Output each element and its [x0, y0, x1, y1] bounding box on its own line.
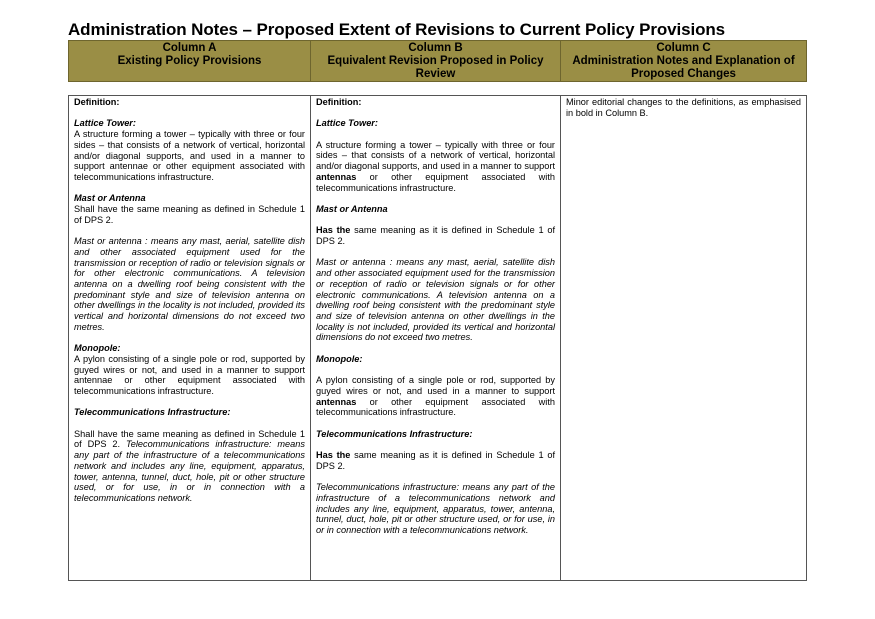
col-b-telecom-text	[316, 450, 555, 471]
col-a-mast-text: Shall have the same meaning as defined in Schedule 1 of DPS 2.	[74, 204, 305, 225]
column-a-header-number: Column A	[162, 42, 217, 54]
col-b-monopole-text-2: or other equipment associated with telecommunications infrastructure.	[316, 396, 555, 418]
column-c-header-title: Administration Notes and Explanation of Proposed Changes	[572, 55, 795, 80]
column-header-row	[68, 40, 807, 82]
col-b-telecom-bold: Has the	[316, 450, 351, 461]
col-a-lattice-text: A structure forming a tower – typically with three or four sides – that consists of a network of vertical, horizontal and/or diagonal supports, and used in a manner to support antennae or other equipment associated with telecommunications infrastructure.	[74, 129, 305, 182]
col-a-telecom-definition: Telecommunications infrastructure: means any part of the infrastructure of a telecommunications network and includes any line, equipment, apparatus, tower, antenna, tunnel, duct, hole, pit or other structure used, or for use, in or in connection with a telecommunications network.	[74, 439, 305, 503]
col-b-lattice-text-2: or other equipment associated with telecommunications infrastructure.	[316, 171, 555, 193]
column-c-cell	[561, 96, 807, 581]
col-b-definition-label: Definition:	[316, 97, 362, 107]
col-a-monopole-text: A pylon consisting of a single pole or rod, supported by guyed wires or not, and used in a manner to support antennae or other equipment associated with telecommunications infrastructure.	[74, 353, 305, 396]
column-b-header-title: Equivalent Revision Proposed in Policy Review	[327, 55, 544, 80]
col-a-telecom-label: Telecommunications Infrastructure:	[74, 407, 231, 418]
col-a-mast-definition: Mast or antenna : means any mast, aerial, satellite dish and other associated equipment used for the transmission or reception of radio or television signals or for other electronic communications. A television antenna on a dwelling roof being consistent with the predominant style and size of television antenna on other dwellings in the locality is not included, provided its vertical and horizontal dimensions do not exceed two metres.	[74, 236, 305, 332]
col-a-mast-label: Mast or Antenna	[74, 193, 146, 204]
col-b-mast-label: Mast or Antenna	[316, 203, 388, 214]
col-a-definition-label: Definition:	[74, 97, 120, 107]
column-a-header	[69, 41, 311, 82]
col-b-lattice-bold: antennas	[316, 171, 357, 182]
col-b-telecom-plain: same meaning as it is defined in Schedule 1 of DPS 2.	[316, 450, 555, 471]
col-a-telecom-plain: Shall have the same meaning as defined in Schedule 1 of DPS 2.	[74, 428, 305, 450]
col-c-note: Minor editorial changes to the definitions, as emphasised in bold in Column B.	[566, 97, 801, 118]
col-b-monopole-bold: antennas	[316, 396, 357, 407]
col-b-monopole-text-1: A pylon consisting of a single pole or rod, supported by guyed wires or not, and used in a manner to support	[316, 375, 555, 396]
col-b-lattice-text-1: A structure forming a tower – typically with three or four sides – that consists of a network of vertical, horizontal and/or diagonal supports, and used in a manner to support	[316, 139, 555, 172]
column-c-header-number: Column C	[656, 42, 711, 54]
col-a-monopole-label: Monopole:	[74, 343, 121, 354]
column-b-header	[311, 41, 561, 82]
column-a-header-title: Existing Policy Provisions	[117, 55, 262, 67]
col-b-mast-bold: Has the	[316, 225, 351, 236]
col-b-monopole-label: Monopole:	[316, 353, 363, 364]
col-b-telecom-definition: Telecommunications infrastructure: means any part of the infrastructure of a telecommunications network and includes any line, equipment, apparatus, tower, antenna, tunnel, duct, hole, pit or other structure used, or for use, in or in connection with a telecommunications network.	[316, 482, 555, 535]
col-a-lattice-label: Lattice Tower:	[74, 118, 136, 129]
provisions-table	[68, 95, 807, 581]
col-b-mast-plain: same meaning as it is defined in Schedule 1 of DPS 2.	[316, 225, 555, 247]
column-c-header	[561, 41, 807, 82]
col-b-mast-definition: Mast or antenna : means any mast, aerial, satellite dish and other associated equipment used for the transmission or reception of radio or television signals or for other electronic communications. A television antenna on a dwelling roof being consistent with the predominant style and size of television antenna on other dwellings in the locality is not included, provided its vertical and horizontal dimensions do not exceed two metres.	[316, 257, 555, 343]
col-a-telecom-text	[74, 429, 305, 504]
col-b-monopole-text	[316, 375, 555, 418]
column-a-cell	[69, 96, 311, 581]
column-b-cell	[311, 96, 561, 581]
col-b-lattice-label: Lattice Tower:	[316, 118, 378, 129]
col-b-mast-text	[316, 225, 555, 246]
col-b-telecom-label: Telecommunications Infrastructure:	[316, 428, 473, 439]
page-title: Administration Notes – Proposed Extent of Revisions to Current Policy Provisions	[68, 20, 726, 39]
col-b-lattice-text	[316, 140, 555, 194]
column-b-header-number: Column B	[408, 42, 463, 54]
